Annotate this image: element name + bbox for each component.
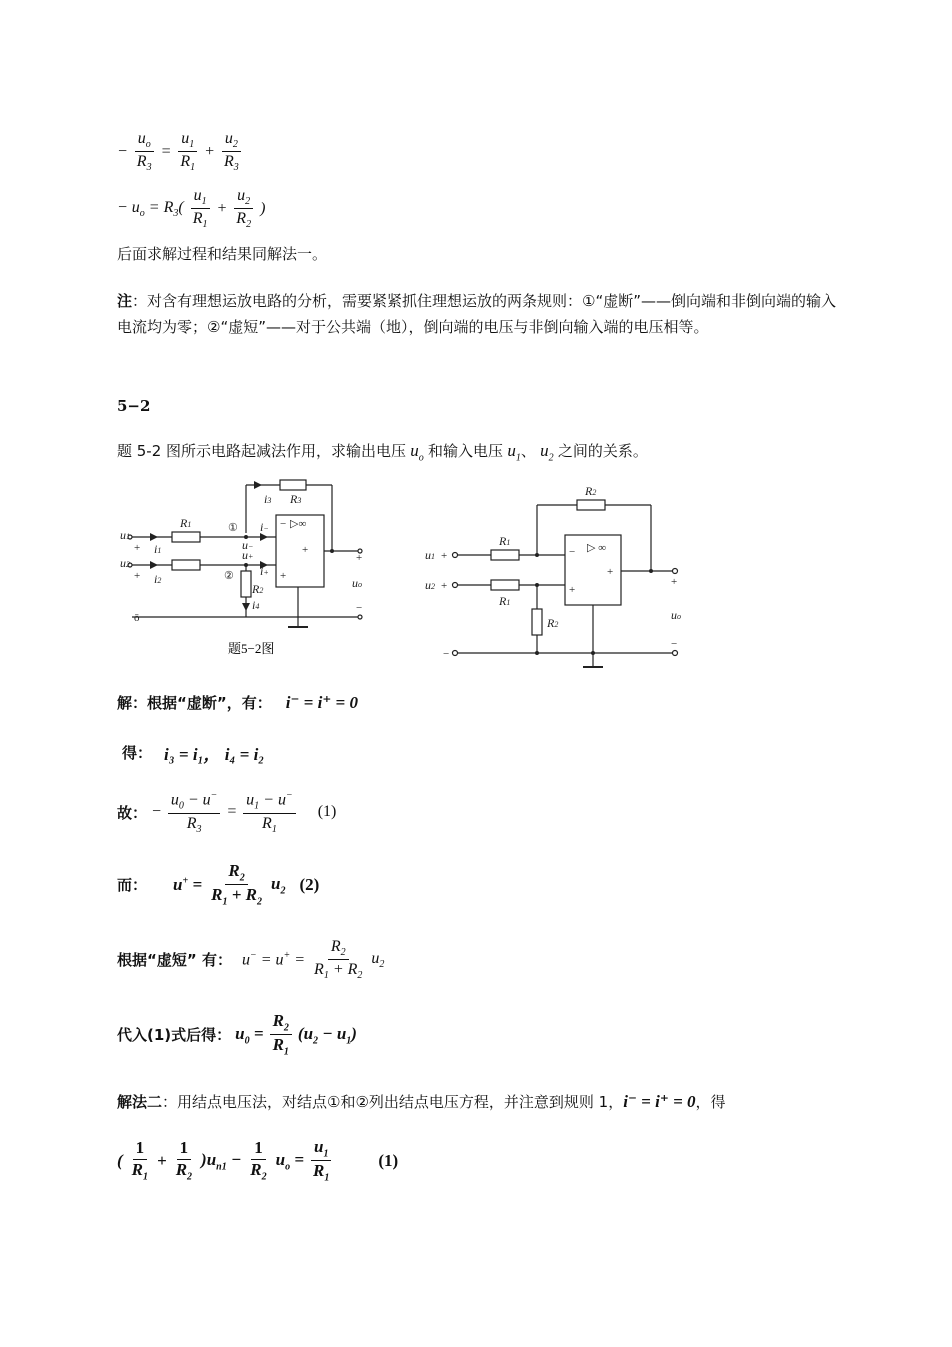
svg-text:u2: u2 xyxy=(425,578,435,592)
svg-text:R1: R1 xyxy=(180,516,192,530)
svg-text:−: − xyxy=(671,638,678,650)
svg-text:ō: ō xyxy=(134,612,140,624)
solution-line-6: 代入(1)式后得： $u_0$ = $\frac{R_2}{R_1}$ $(u_2 - u_1)$ xyxy=(117,1011,357,1058)
svg-text:u1: u1 xyxy=(120,528,130,542)
svg-text:①: ① xyxy=(228,522,238,534)
svg-text:u1: u1 xyxy=(425,548,435,562)
follow-text: 后面求解过程和结果同解法一。 xyxy=(117,245,328,263)
svg-text:+: + xyxy=(134,542,141,554)
svg-text:R1: R1 xyxy=(499,534,511,548)
svg-text:+: + xyxy=(134,570,141,582)
svg-text:u+: u+ xyxy=(242,548,254,562)
svg-text:+: + xyxy=(280,570,287,582)
svg-text:+: + xyxy=(569,584,576,596)
solution-line-4: 而： u+ = $\frac{R_2}{R_1 + R_2}$ $u_2$ (2) xyxy=(117,861,320,908)
solution-line-5: 根据“虚短” 有： u− = u+ = $\frac{R_2}{R_1 + R_2}$ $u_2$ xyxy=(117,938,385,982)
solution-line-1: 解：根据“虚断”，有： i⁻ = i⁺ = 0 xyxy=(117,692,358,712)
problem-statement: 题 5-2 图所示电路起减法作用，求输出电压 $u_o$ 和输入电压 $u_1$、 $u_2$ 之间的关系。 xyxy=(117,441,648,464)
svg-text:−: − xyxy=(443,648,450,660)
svg-text:+: + xyxy=(441,550,448,562)
svg-text:▷ ∞: ▷ ∞ xyxy=(587,542,607,554)
svg-text:R2: R2 xyxy=(585,484,597,498)
svg-text:u2: u2 xyxy=(120,556,130,570)
circuit-figure-right xyxy=(415,475,695,675)
svg-text:u−: u− xyxy=(242,538,254,552)
equation-2: − $u_o = R_3$( $\frac{u_1}{R_1}$ + $\frac{u_2}{R_2}$ ) xyxy=(117,187,266,231)
svg-text:+: + xyxy=(607,566,614,578)
note-label: 注 xyxy=(117,292,133,310)
svg-text:R3: R3 xyxy=(290,492,302,506)
svg-text:i3: i3 xyxy=(264,492,272,506)
svg-text:+: + xyxy=(671,576,678,588)
svg-text:R2: R2 xyxy=(547,616,559,630)
svg-text:i4: i4 xyxy=(252,598,260,612)
note-paragraph xyxy=(117,288,842,340)
svg-text:−: − xyxy=(356,602,363,614)
svg-text:+: + xyxy=(356,552,363,564)
svg-text:+: + xyxy=(441,580,448,592)
svg-text:R2: R2 xyxy=(252,582,264,596)
circuit-figure-left xyxy=(110,475,380,665)
section-title: 5−2 xyxy=(117,397,151,415)
figure-caption: 题5−2图 xyxy=(228,641,275,656)
final-equation: ( $\frac{1}{R_1}$ + $\frac{1}{R_2}$ )$u_{n1}$ − $\frac{1}{R_2}$ $u_o$ = $\frac{u_1}{R_1}$ (1) xyxy=(117,1137,399,1184)
solution-line-2: 得： i₃ = i₁， i₄ = i₂ xyxy=(122,744,265,764)
svg-text:i+: i+ xyxy=(260,564,269,578)
svg-text:i−: i− xyxy=(260,520,269,534)
svg-text:−: − xyxy=(280,518,287,530)
svg-text:−: − xyxy=(569,546,576,558)
svg-text:uo: uo xyxy=(671,608,681,622)
note-text: ：对含有理想运放电路的分析，需要紧紧抓住理想运放的两条规则：①“虚断”——倒向端和非倒向端的输入电流均为零；②“虚短”——对于公共端（地），倒向端的电压与非倒向输入端的电压相等。 xyxy=(117,292,837,336)
svg-text:▷∞: ▷∞ xyxy=(290,518,307,530)
svg-text:②: ② xyxy=(224,570,234,582)
method-2-paragraph: 解法二：用结点电压法，对结点①和②列出结点电压方程，并注意到规则 1，i⁻ = i⁺ = 0，得 xyxy=(117,1092,726,1111)
svg-text:uo: uo xyxy=(352,576,362,590)
svg-text:i2: i2 xyxy=(154,572,162,586)
svg-text:R1: R1 xyxy=(499,594,511,608)
equation-1: − $\frac{u_o}{R_3}$ = $\frac{u_1}{R_1}$ + $\frac{u_2}{R_3}$ xyxy=(117,130,244,173)
solution-line-3: 故： − $\frac{u_0 - u^-}{R_3}$ = $\frac{u_1 - u^-}{R_1}$ (1) xyxy=(117,790,337,835)
svg-text:+: + xyxy=(302,544,309,556)
svg-text:i1: i1 xyxy=(154,542,162,556)
